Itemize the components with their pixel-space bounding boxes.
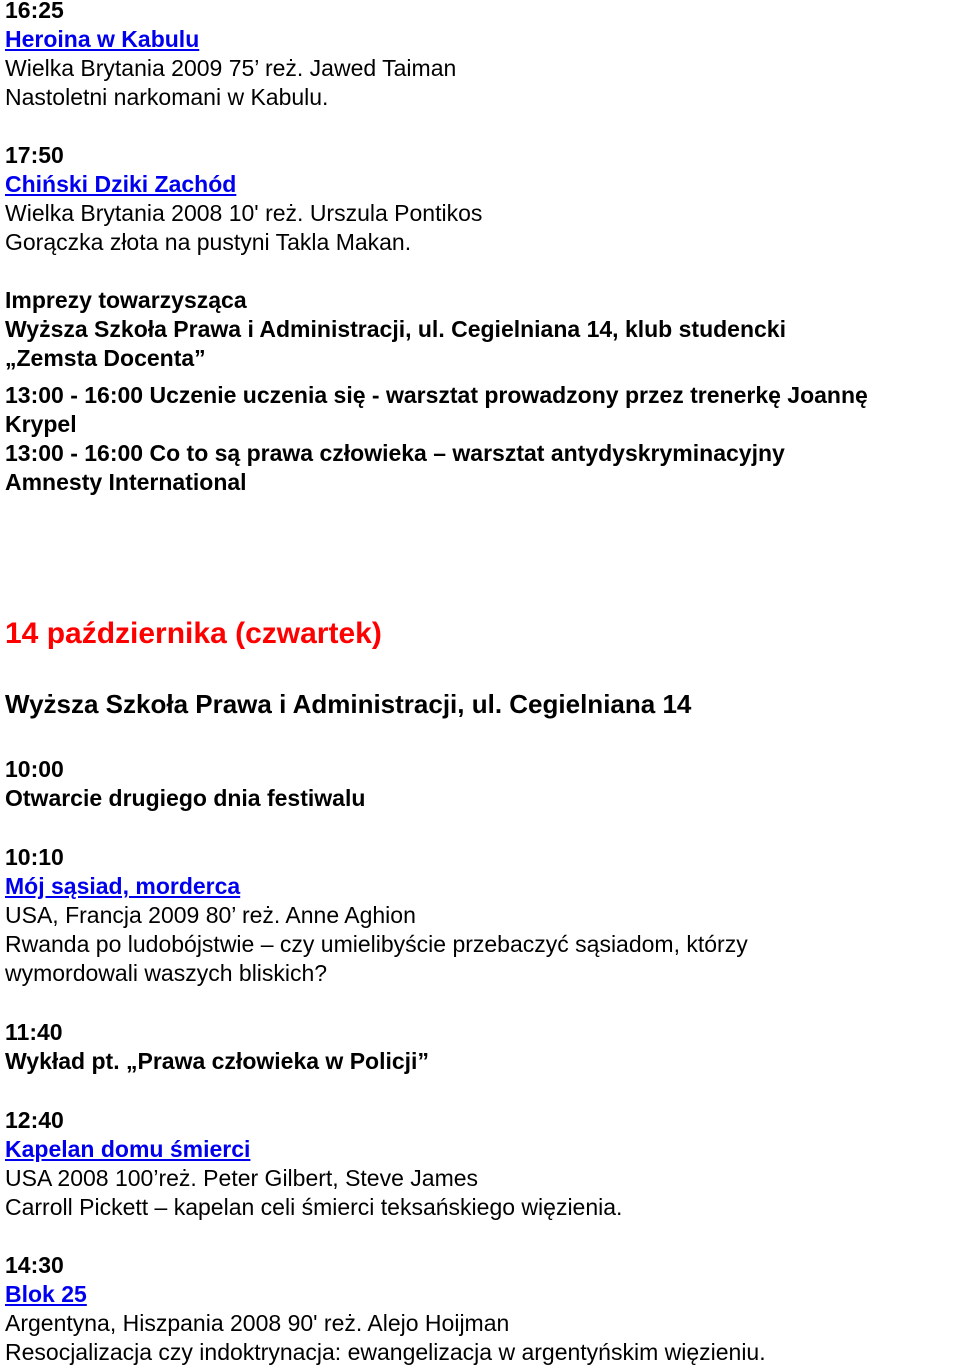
film-title-link[interactable]: Kapelan domu śmierci (5, 1136, 251, 1162)
film-meta: USA, Francja 2009 80’ reż. Anne Aghion (5, 902, 416, 928)
screening-time: 16:25 (5, 0, 64, 23)
screening-time: 10:10 (5, 844, 64, 870)
film-description: Gorączka złota na pustyni Takla Makan. (5, 229, 412, 255)
film-description: Rwanda po ludobójstwie – czy umielibyście przebaczyć sąsiadom, którzy (5, 931, 748, 957)
film-meta: Wielka Brytania 2009 75’ reż. Jawed Taiman (5, 55, 457, 81)
film-description: Carroll Pickett – kapelan celi śmierci teksańskiego więzienia. (5, 1194, 623, 1220)
film-meta: Wielka Brytania 2008 10' reż. Urszula Pontikos (5, 200, 483, 226)
club-name: „Zemsta Docenta” (5, 345, 206, 371)
side-events-venue: Wyższa Szkoła Prawa i Administracji, ul. Cegielniana 14, klub studencki (5, 316, 786, 342)
film-meta: USA 2008 100’reż. Peter Gilbert, Steve James (5, 1165, 479, 1191)
film-meta: Argentyna, Hiszpania 2008 90' reż. Alejo Hoijman (5, 1310, 510, 1336)
side-events-heading: Imprezy towarzysząca (5, 287, 247, 313)
workshop-line: Amnesty International (5, 469, 247, 495)
opening-time: 10:00 (5, 756, 64, 782)
screening-time: 17:50 (5, 142, 64, 168)
lecture-label: Wykład pt. „Prawa człowieka w Policji” (5, 1048, 429, 1074)
screening-time: 14:30 (5, 1252, 64, 1278)
day-heading: 14 października (czwartek) (5, 617, 382, 650)
film-title-link[interactable]: Mój sąsiad, morderca (5, 873, 241, 899)
day-venue: Wyższa Szkoła Prawa i Administracji, ul. Cegielniana 14 (5, 689, 692, 719)
film-title-link[interactable]: Chiński Dziki Zachód (5, 171, 237, 197)
opening-label: Otwarcie drugiego dnia festiwalu (5, 785, 366, 811)
film-description: Nastoletni narkomani w Kabulu. (5, 84, 329, 110)
film-title-link[interactable]: Heroina w Kabulu (5, 26, 200, 52)
film-description: wymordowali waszych bliskich? (5, 960, 328, 986)
workshop-line: Krypel (5, 411, 77, 437)
workshop-line: 13:00 - 16:00 Co to są prawa człowieka – warsztat antydyskryminacyjny (5, 440, 785, 466)
film-description: Resocjalizacja czy indoktrynacja: ewangelizacja w argentyńskim więzieniu. (5, 1339, 766, 1365)
lecture-time: 11:40 (5, 1019, 63, 1045)
workshop-line: 13:00 - 16:00 Uczenie uczenia się - warsztat prowadzony przez trenerkę Joannę (5, 382, 868, 408)
film-title-link[interactable]: Blok 25 (5, 1281, 87, 1307)
screening-time: 12:40 (5, 1107, 64, 1133)
